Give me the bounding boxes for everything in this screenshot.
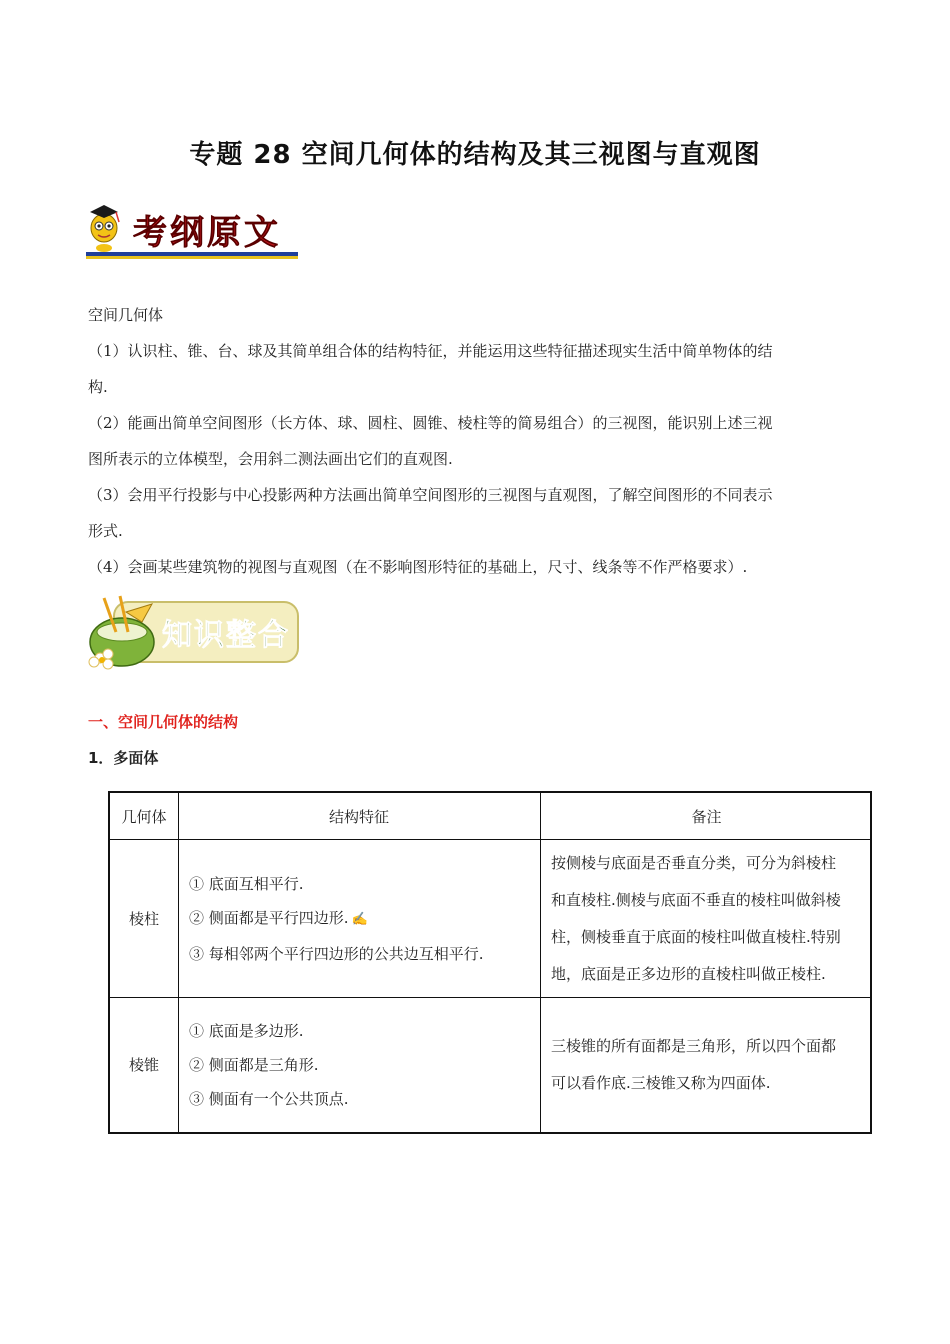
syllabus-line: （3）会用平行投影与中心投影两种方法画出简单空间图形的三视图与直观图，了解空间图形的不同表示	[88, 486, 773, 504]
syllabus-heading: 空间几何体	[88, 306, 164, 324]
feature-line	[189, 901, 539, 937]
doctor-mascot-icon	[90, 205, 119, 252]
feature-line: ③ 侧面有一个公共顶点.	[189, 1089, 349, 1108]
knowledge-banner	[86, 592, 301, 670]
syllabus-line: （2）能画出简单空间图形（长方体、球、圆柱、圆锥、棱柱等的简易组合）的三视图，能识别上述三视	[88, 414, 773, 432]
syllabus-banner-text: 考纲原文	[133, 213, 281, 253]
sub-heading: 1．多面体	[88, 749, 159, 767]
polyhedron-table	[108, 791, 872, 1134]
syllabus-line: （1）认识柱、锥、台、球及其简单组合体的结构特征，并能运用这些特征描述现实生活中简单物体的结	[88, 342, 773, 360]
remark-line: 按侧棱与底面是否垂直分类，可分为斜棱柱	[551, 853, 837, 872]
page-title: 专题 28 空间几何体的结构及其三视图与直观图	[189, 140, 761, 170]
feature-line: ② 侧面都是三角形.	[189, 1055, 319, 1074]
table-row	[109, 998, 871, 1133]
solid-name: 棱锥	[109, 998, 179, 1133]
feature-line: ① 底面是多边形.	[189, 1021, 304, 1040]
table-header: 几何体	[109, 792, 179, 840]
feature-text: ② 侧面都是平行四边形.	[189, 908, 349, 927]
syllabus-text	[88, 297, 858, 585]
table-row	[109, 840, 871, 998]
remark-line: 地，底面是正多边形的直棱柱叫做正棱柱.	[551, 964, 826, 983]
table-header-row	[109, 792, 871, 840]
remark-line: 柱，侧棱垂直于底面的棱柱叫做直棱柱.特别	[551, 927, 841, 946]
feature-line: ③ 每相邻两个平行四边形的公共边互相平行.	[189, 944, 484, 963]
syllabus-line: 图所表示的立体模型，会用斜二测法画出它们的直观图.	[88, 450, 453, 468]
syllabus-line: （4）会画某些建筑物的视图与直观图（在不影响图形特征的基础上，尺寸、线条等不作严格要求）.	[88, 558, 748, 576]
feature-cell	[179, 840, 541, 998]
handwriting-mark-icon: ✍	[351, 911, 368, 927]
syllabus-line: 形式.	[88, 522, 123, 540]
syllabus-banner	[86, 196, 298, 266]
feature-line: ① 底面互相平行.	[189, 874, 304, 893]
remark-line: 三棱锥的所有面都是三角形，所以四个面都	[551, 1036, 837, 1055]
remark-line: 可以看作底.三棱锥又称为四面体.	[551, 1073, 771, 1092]
solid-name: 棱柱	[109, 840, 179, 998]
remark-line: 和直棱柱.侧棱与底面不垂直的棱柱叫做斜棱	[551, 890, 841, 909]
table-header: 备注	[541, 792, 872, 840]
feature-cell	[179, 998, 541, 1133]
coconut-drink-icon	[89, 596, 154, 669]
syllabus-line: 构.	[88, 378, 108, 396]
section-heading: 一、空间几何体的结构	[88, 713, 239, 731]
remark-cell	[541, 998, 872, 1133]
remark-cell	[541, 840, 872, 998]
table-header: 结构特征	[179, 792, 541, 840]
knowledge-banner-text: 知识整合	[162, 618, 290, 653]
